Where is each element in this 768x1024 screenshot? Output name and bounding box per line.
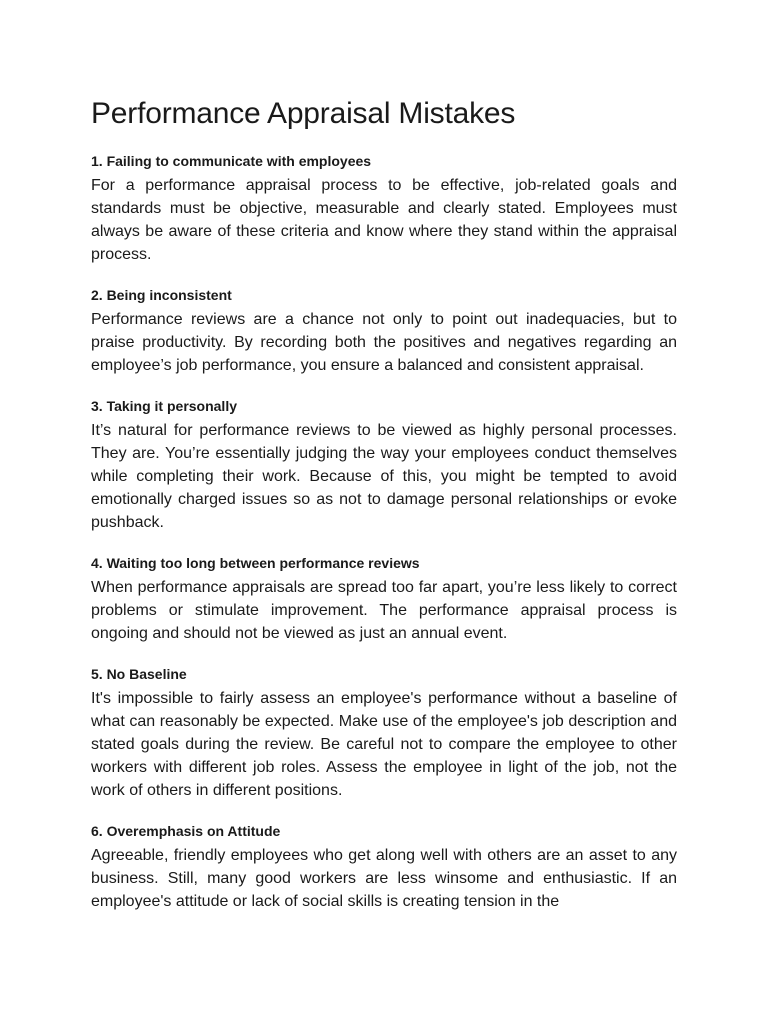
section-being-inconsistent (91, 286, 677, 377)
section-body: Performance reviews are a chance not only to point out inadequacies, but to praise productivity. By recording both the positives and negatives regarding an employee’s job performance, you ensure a balanced and consistent appraisal. (91, 311, 677, 374)
section-heading: 2. Being inconsistent (91, 287, 232, 303)
section-taking-it-personally (91, 397, 677, 534)
section-no-baseline (91, 665, 677, 802)
document-title: Performance Appraisal Mistakes (91, 97, 516, 130)
section-failing-to-communicate (91, 152, 677, 266)
section-heading: 3. Taking it personally (91, 398, 238, 414)
section-heading: 4. Waiting too long between performance reviews (91, 555, 420, 571)
document-page (91, 96, 677, 933)
section-body: For a performance appraisal process to be effective, job-related goals and standards must be objective, measurable and clearly stated. Employees must always be aware of these criteria and know where they stand within the appraisal process. (91, 177, 677, 263)
section-heading: 6. Overemphasis on Attitude (91, 823, 281, 839)
section-body: It’s natural for performance reviews to be viewed as highly personal processes. They are. You’re essentially judging the way your employees conduct themselves while completing their work. Because of this, you might be tempted to avoid emotionally charged issues so as not to damage personal relationships or evoke pushback. (91, 422, 677, 531)
section-overemphasis-on-attitude (91, 822, 677, 913)
section-waiting-too-long (91, 554, 677, 645)
section-body: It's impossible to fairly assess an employee's performance without a baseline of what can reasonably be expected. Make use of the employee's job description and stated goals during the review. Be careful not to compare the employee to other workers with different job roles. Assess the employee in light of the job, not the work of others in different positions. (91, 690, 677, 799)
section-heading: 5. No Baseline (91, 666, 187, 682)
section-heading: 1. Failing to communicate with employees (91, 153, 372, 169)
section-body: Agreeable, friendly employees who get along well with others are an asset to any business. Still, many good workers are less winsome and enthusiastic. If an employee's attitude or lack of social skills is creating tension in the (91, 847, 677, 910)
section-body: When performance appraisals are spread too far apart, you’re less likely to correct problems or stimulate improvement. The performance appraisal process is ongoing and should not be viewed as just an annual event. (91, 579, 677, 642)
